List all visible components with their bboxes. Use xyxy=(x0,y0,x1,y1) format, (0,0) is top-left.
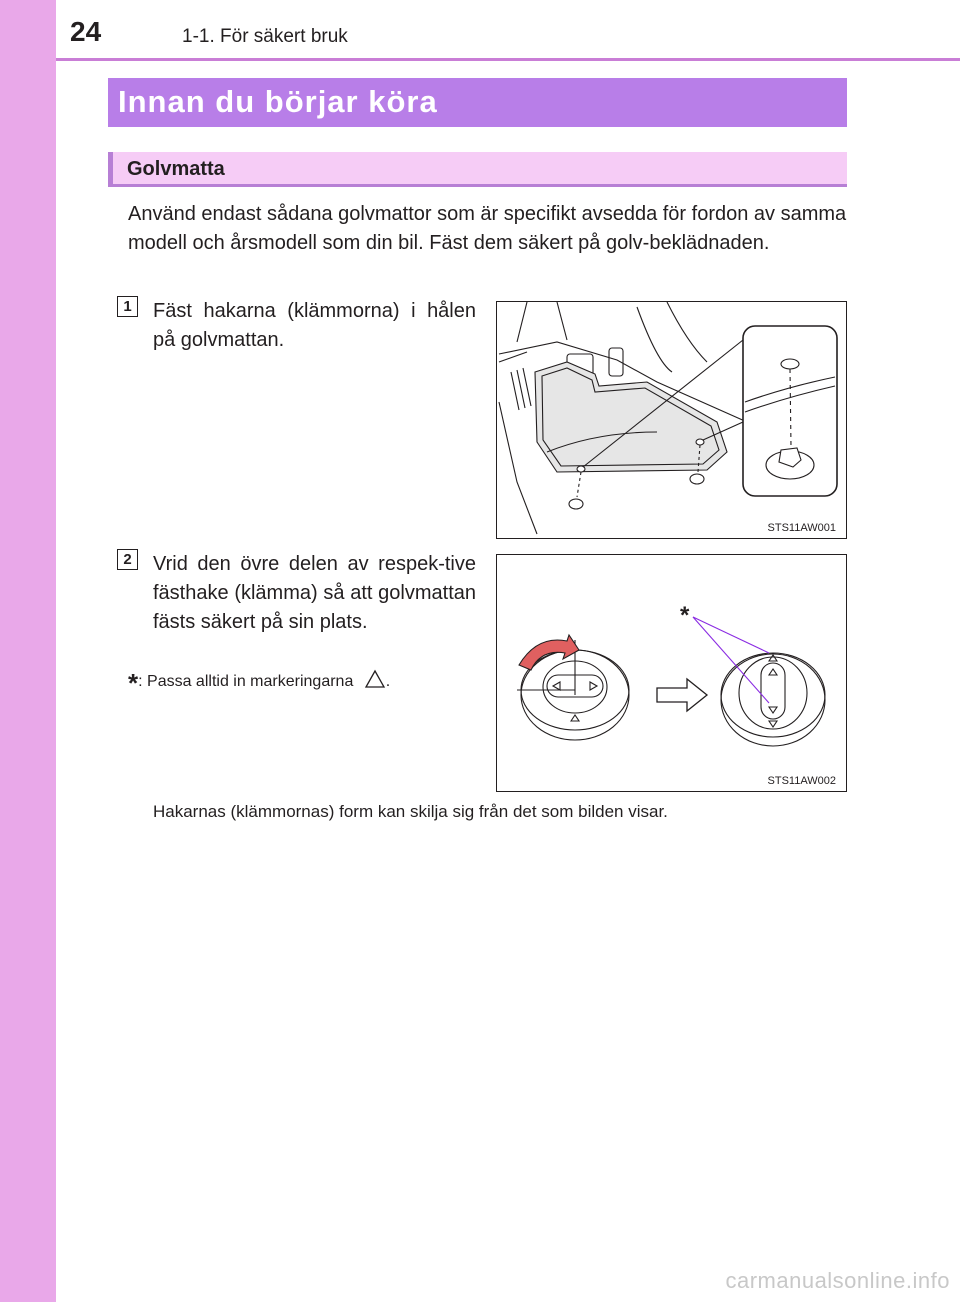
figure-floor-mat-hooks xyxy=(496,301,847,539)
section-heading: 1-1. För säkert bruk xyxy=(182,26,348,47)
figure-code-1: STS11AW001 xyxy=(767,522,836,534)
watermark: carmanualsonline.info xyxy=(725,1268,950,1293)
footer-note: Hakarnas (klämmornas) form kan skilja sig från det som bilden visar. xyxy=(153,802,668,821)
hook-rotation-illustration xyxy=(497,555,845,790)
figure-hook-rotation xyxy=(496,554,847,792)
step-number-1: 1 xyxy=(117,296,138,317)
step-2-text: Vrid den övre delen av respek-tive fästhake (klämma) så att golvmattan fästs säkert på sin plats. xyxy=(153,553,476,633)
intro-paragraph: Använd endast sådana golvmattor som är specifikt avsedda för fordon av samma modell och årsmodell som din bil. Fäst dem säkert på golv-beklädnaden. xyxy=(128,203,847,254)
header-divider xyxy=(56,58,960,61)
subsection-bar xyxy=(108,152,847,187)
note-line xyxy=(128,668,390,699)
figure-code-2: STS11AW002 xyxy=(767,775,836,787)
floor-mat-illustration xyxy=(497,302,845,537)
title-bar xyxy=(108,78,847,127)
step-1-text: Fäst hakarna (klämmorna) i hålen på golvmattan. xyxy=(153,300,476,351)
asterisk-callout: * xyxy=(680,602,690,629)
triangle-mark-icon xyxy=(364,669,386,689)
asterisk-symbol: * xyxy=(128,668,139,698)
subsection-title: Golvmatta xyxy=(127,158,225,180)
note-end: . xyxy=(385,673,391,690)
page-title: Innan du börjar köra xyxy=(118,84,438,119)
page-number: 24 xyxy=(70,16,102,47)
side-tab xyxy=(0,0,56,1302)
step-number-2: 2 xyxy=(117,549,138,570)
note-text: : Passa alltid in markeringarna xyxy=(138,673,354,690)
